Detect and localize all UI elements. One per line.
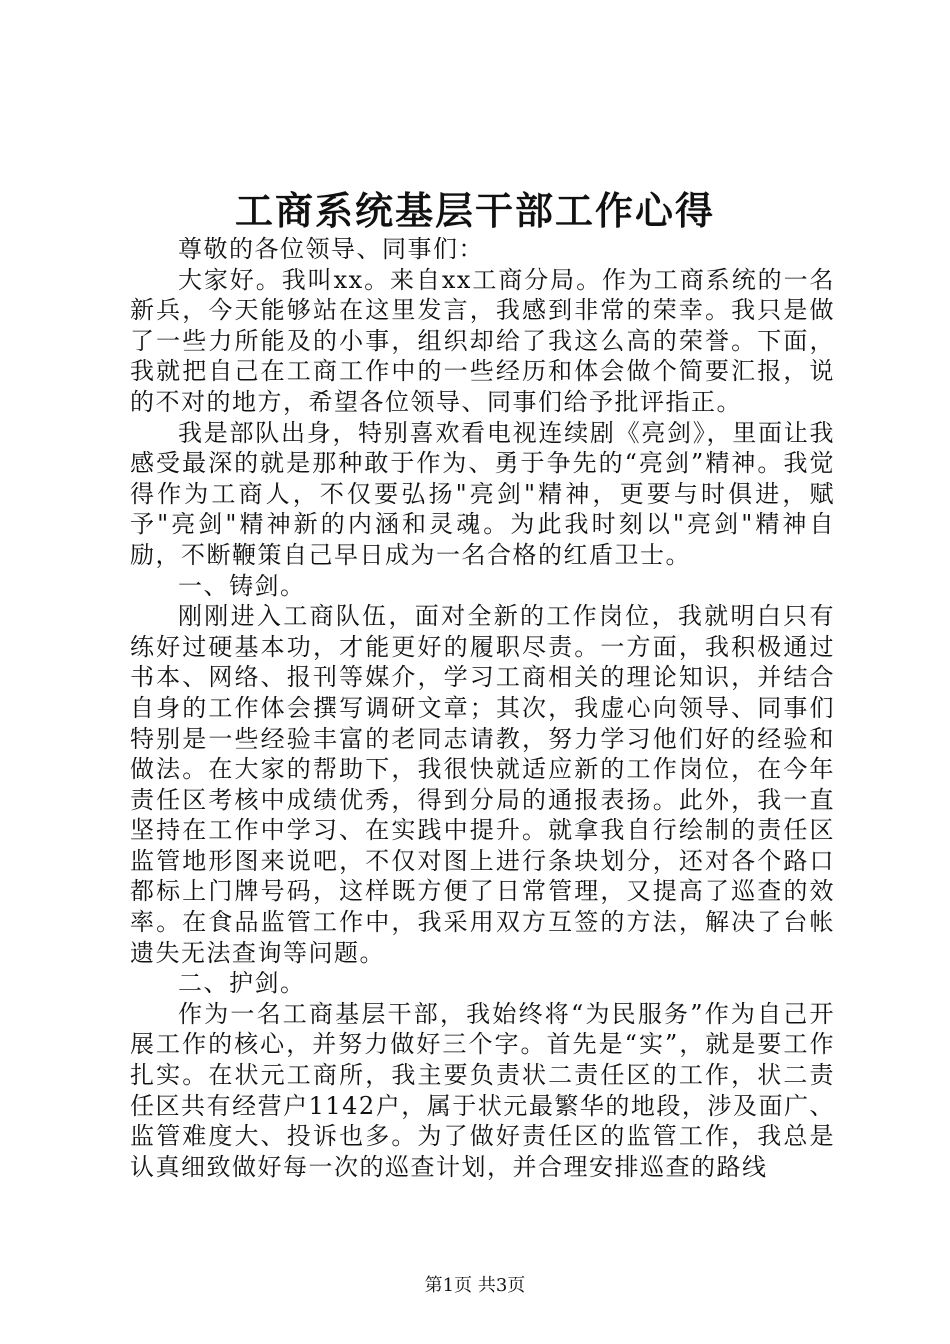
paragraph-hujian: 作为一名工商基层干部，我始终将“为民服务”作为自己开展工作的核心，并努力做好三个字。首先是“实”，就是要工作扎实。在状元工商所，我主要负责状二责任区的工作，状二责任区共有经营户1142户，属于状元最繁华的地段，涉及面广、监管难度大、投诉也多。为了做好责任区的监管工作，我总是认真细致做好每一次的巡查计划，并合理安排巡查的路线 xyxy=(130,999,835,1181)
paragraph-introduction: 大家好。我叫xx。来自xx工商分局。作为工商系统的一名新兵，今天能够站在这里发言，我感到非常的荣幸。我只是做了一些力所能及的小事，组织却给了我这么高的荣誉。下面，我就把自己在工商工作中的一些经历和体会做个简要汇报，说的不对的地方，希望各位领导、同事们给予批评指正。 xyxy=(130,265,835,416)
paragraph-liangjian: 我是部队出身，特别喜欢看电视连续剧《亮剑》，里面让我感受最深的就是那种敢于作为、勇于争先的“亮剑”精神。我觉得作为工商人，不仅要弘扬"亮剑"精神，更要与时俱进，赋予"亮剑"精神新的内涵和灵魂。为此我时刻以"亮剑"精神自励，不断鞭策自己早日成为一名合格的红盾卫士。 xyxy=(130,418,835,569)
paragraph-zhujian: 刚刚进入工商队伍，面对全新的工作岗位，我就明白只有练好过硬基本功，才能更好的履职尽责。一方面，我积极通过书本、网络、报刊等媒介，学习工商相关的理论知识，并结合自身的工作体会撰写调研文章；其次，我虚心向领导、同事们特别是一些经验丰富的老同志请教，努力学习他们好的经验和做法。在大家的帮助下，我很快就适应新的工作岗位，在今年责任区考核中成绩优秀，得到分局的通报表扬。此外，我一直坚持在工作中学习、在实践中提升。就拿我自行绘制的责任区监管地形图来说吧，不仅对图上进行条块划分，还对各个路口都标上门牌号码，这样既方便了日常管理，又提高了巡查的效率。在食品监管工作中，我采用双方互签的方法，解决了台帐遗失无法查询等问题。 xyxy=(130,602,835,967)
section-heading-zhujian: 一、铸剑。 xyxy=(178,571,306,600)
page-footer: 第1页 共3页 xyxy=(424,1275,526,1296)
salutation: 尊敬的各位领导、同事们： xyxy=(178,235,484,263)
section-heading-hujian: 二、护剑。 xyxy=(178,969,306,998)
document-title: 工商系统基层干部工作心得 xyxy=(234,188,715,233)
document-body xyxy=(130,234,835,1182)
